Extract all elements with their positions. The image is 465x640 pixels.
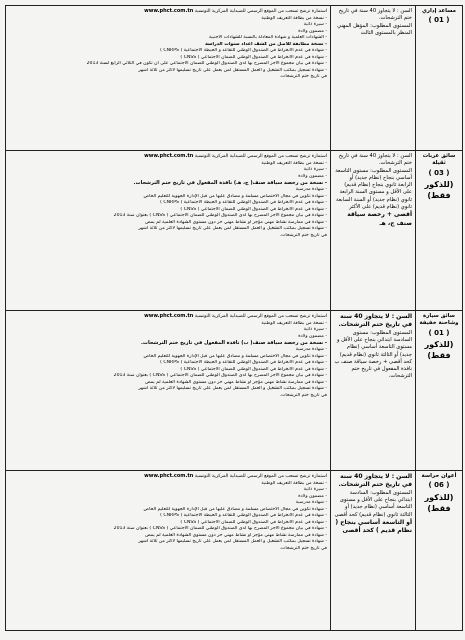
list-item: - شهادة تسجيل بمكتب التشغيل و العمل المستقل لمن يعمل على تاريخ تسليمها لأكثر من ثلاثة أشهر — [9, 226, 327, 233]
position-title-cell — [416, 151, 463, 311]
conditions-cell — [331, 471, 416, 631]
list-item: - نسخة من رخصة سياقة صنف( ب) نافذة المفعول في تاريخ ختم الترشحات. — [9, 340, 327, 347]
position-count: ( 01 ) — [428, 328, 450, 337]
list-item: - شهادة في عدم الانخراط في الصندوق الوطني للتقاعد و الحيطة الاجتماعية ( CNRPS ) — [9, 360, 327, 367]
list-item: - شهادة في ممارسة نشاط مهني مؤجر أو نشاط مهني حر دون مستوى الشهادة العلمية لم يمض — [9, 220, 327, 227]
list-item: - شهادة مدرسية — [9, 187, 327, 194]
doc-intro-text: استمارة ترشح تسحب من الموقع الرسمي للصيدلية المركزية التونسية — [194, 9, 327, 14]
condition-license: أقصى + رخصة سياقة صنف ج، هـ — [347, 211, 412, 227]
list-item: - شهادة تكوين في مجال الاختصاص مسلمة و مصادق عليها من قبل الإدارة الجهوية للتعليم الخاص — [9, 194, 327, 201]
website-link[interactable]: www.phct.com.tn — [144, 313, 194, 319]
list-item: - الشهادات العلمية و شهادة المعادلة بالنسبة للشهادات الأجنبية — [9, 35, 327, 42]
list-item: في تاريخ ختم الترشحات. — [279, 392, 327, 398]
list-item: - شهادة تسجيل بمكتب التشغيل و العمل المستقل لمن يعمل على تاريخ تسليمها لأكثر من ثلاثة أشهر — [9, 68, 327, 75]
condition-age: السن : لا يتجاوز 40 سنة في تاريخ ختم الترشحات. — [338, 8, 412, 22]
table-row — [6, 151, 463, 311]
website-link[interactable]: www.phct.com.tn — [144, 153, 194, 159]
position-title-cell — [416, 311, 463, 471]
doc-intro-text: استمارة ترشح تسحب من الموقع الرسمي للصيدلية المركزية التونسية — [194, 154, 327, 159]
list-item: - شهادة في عدم الانخراط في الصندوق الوطني للضمان الاجتماعي ( CNSS ) — [9, 207, 327, 214]
list-item: - شهادة في بيان مجموع الأجر المصرح بها لدى الصندوق الوطني للضمان الاجتماعي ( CNSS ) بعنوان سنة 2013 — [9, 526, 327, 533]
list-item: - شهادة في ممارسة نشاط مهني مؤجر أو نشاط مهني حر دون مستوى الشهادة العلمية لم يمض — [9, 380, 327, 387]
list-item: - مضمون ولادة — [9, 29, 327, 36]
position-title: سائق عربات ثقيلة — [422, 153, 456, 167]
list-item: - شهادة في عدم الانخراط في الصندوق الوطني للتقاعد و الحيطة الاجتماعية ( CNRPS ) — [9, 513, 327, 520]
list-item: - مضمون ولادة — [9, 334, 327, 341]
condition-max: أو التاسعة أساسي بنجاح ( نظام قديم ) كحد أقصى — [335, 518, 412, 535]
list-item: - سيرة ذاتية — [9, 167, 327, 174]
position-title: أعوان حراسة — [421, 473, 457, 479]
doc-intro — [9, 8, 327, 16]
condition-level: المستوى المطلوب: مستوى السادسة ابتدائي بنجاح على الأقل و مستوى التاسعة أساسي (نظام جديد) أو الثالثة ثانوي (نظام قديم) كحد أقصى + رخصة سياقة صنف ب نافذة المفعول في تاريخ ختم الترشحات. — [334, 329, 412, 380]
conditions-cell — [331, 6, 416, 151]
list-item: - سيرة ذاتية — [9, 22, 327, 29]
list-item: - شهادة مدرسية — [9, 500, 327, 507]
male-only-label: (للذكور فقط) — [424, 180, 454, 200]
condition-level: المستوى المطلوب: المؤهل المهني المنظر بالمستوى الثالث — [337, 22, 412, 36]
list-item: - شهادة تكوين في مجال الاختصاص مسلمة و مصادق عليها من قبل الإدارة الجهوية للتعليم الخاص — [9, 354, 327, 361]
male-only-label: (للذكور فقط) — [424, 340, 454, 360]
list-item: - شهادة في عدم الانخراط في الصندوق الوطني للتقاعد و الحيطة الاجتماعية ( CNRPS ) — [9, 48, 327, 55]
list-item: - مضمون ولادة — [9, 494, 327, 501]
list-item: في تاريخ ختم الترشحات. — [279, 74, 327, 80]
position-count: ( 03 ) — [428, 168, 450, 177]
documents-cell — [6, 151, 331, 311]
list-item: - نسخة مطابقة للأصل من كشف أعداد سنوات الدراسة — [9, 42, 327, 49]
list-item: - شهادة في عدم الانخراط في الصندوق الوطني للضمان الاجتماعي ( CNSS ) — [9, 55, 327, 62]
list-item: - شهادة في ممارسة نشاط مهني مؤجر أو نشاط مهني حر دون مستوى الشهادة العلمية لم يمض — [9, 533, 327, 540]
list-item: - شهادة تسجيل بمكتب التشغيل و العمل المستقل لمن يعمل على تاريخ تسليمها لأكثر من ثلاثة أشهر — [9, 539, 327, 546]
table-row — [6, 6, 463, 151]
list-item: - نسخة من رخصة سياقة صنف( ج، هـ) نافذة المفعول في تاريخ ختم الترشحات. — [9, 180, 327, 187]
list-item: في تاريخ ختم الترشحات. — [279, 232, 327, 238]
condition-level: المستوى المطلوب: مستوى التاسعة أساسي بنجاح (نظام جديد) أو الرابعة ثانوي بنجاح (نظام قديم) على الأقل و مستوى السنة الرابعة ثانوي (نظام جديد) أو السنة السابعة ثانوي (نظام قديم) على الأكثر — [335, 167, 412, 210]
doc-intro — [9, 313, 327, 321]
list-item: - شهادة في عدم الانخراط في الصندوق الوطني للضمان الاجتماعي ( CNSS ) — [9, 367, 327, 374]
list-item: - شهادة في عدم الانخراط في الصندوق الوطني للضمان الاجتماعي ( CNSS ) — [9, 520, 327, 527]
list-item: - سيرة ذاتية — [9, 487, 327, 494]
condition-age: السن : لا يتجاوز 40 سنة في تاريخ ختم الترشحات. — [338, 313, 412, 329]
position-title: مساعد إداري — [421, 8, 457, 14]
list-item: - شهادة في عدم الانخراط في الصندوق الوطني للتقاعد و الحيطة الاجتماعية ( CNRPS ) — [9, 200, 327, 207]
positions-table — [5, 5, 463, 631]
position-title-cell — [416, 6, 463, 151]
doc-intro — [9, 473, 327, 481]
position-count: ( 06 ) — [428, 481, 450, 490]
condition-age: السن : لا يتجاوز 40 سنة في تاريخ ختم الترشحات. — [338, 153, 412, 167]
list-item: - نسخة من بطاقة التعريف الوطنية — [9, 481, 327, 488]
list-item: - شهادة تسجيل بمكتب التشغيل و العمل المستقل لمن يعمل على تاريخ تسليمها لأكثر من ثلاثة أشهر — [9, 386, 327, 393]
list-item: - نسخة من بطاقة التعريف الوطنية — [9, 161, 327, 168]
condition-age: السن : لا يتجاوز 40 سنة في تاريخ ختم الترشحات. — [338, 473, 412, 489]
list-item: - شهادة تكوين في مجال الاختصاص مسلمة و مصادق عليها من قبل الإدارة الجهوية للتعليم الخاص — [9, 507, 327, 514]
position-count: ( 01 ) — [428, 16, 450, 25]
list-item: - مضمون ولادة — [9, 174, 327, 181]
male-only-label: (للذكور فقط) — [424, 492, 454, 513]
conditions-cell — [331, 151, 416, 311]
list-item: - شهادة في بيان مجموع الأجر المصرح بها لدى الصندوق الوطني للضمان الاجتماعي ( CNSS ) بعنوان سنة 2013 — [9, 373, 327, 380]
table-row — [6, 471, 463, 631]
conditions-cell — [331, 311, 416, 471]
list-item: - نسخة من بطاقة التعريف الوطنية — [9, 16, 327, 23]
website-link[interactable]: www.phct.com.tn — [144, 8, 194, 14]
documents-cell — [6, 471, 331, 631]
doc-intro — [9, 153, 327, 161]
documents-cell — [6, 311, 331, 471]
list-item: - شهادة في بيان مجموع الأجر المصرح بها لدى الصندوق الوطني للضمان الاجتماعي ( CNSS ) بعنوان سنة 2013 — [9, 213, 327, 220]
table-row — [6, 311, 463, 471]
condition-level: المستوى المطلوب: السادسة ابتدائي بنجاح على الأقل و مستوى التاسعة أساسي (نظام جديد) أو الثالثة ثانوي (نظام قديم) كحد أقصى — [334, 489, 412, 518]
doc-intro-text: استمارة ترشح تسحب من الموقع الرسمي للصيدلية المركزية التونسية — [194, 474, 327, 479]
doc-intro-text: استمارة ترشح تسحب من الموقع الرسمي للصيدلية المركزية التونسية — [194, 314, 327, 319]
list-item: - سيرة ذاتية — [9, 327, 327, 334]
list-item: - شهادة مدرسية — [9, 347, 327, 354]
position-title: سائق سيارة وشاحنة خفيفة — [419, 313, 459, 327]
website-link[interactable]: www.phct.com.tn — [144, 473, 194, 479]
documents-cell — [6, 6, 331, 151]
list-item: في تاريخ ختم الترشحات. — [279, 545, 327, 551]
list-item: - شهادة في بيان مجموع الأجر المصرح بها لدى الصندوق الوطني للضمان الاجتماعي على أن تكون في الثلاثي الرابع لسنة 2013 — [9, 61, 327, 68]
position-title-cell — [416, 471, 463, 631]
list-item: - نسخة من بطاقة التعريف الوطنية — [9, 321, 327, 328]
